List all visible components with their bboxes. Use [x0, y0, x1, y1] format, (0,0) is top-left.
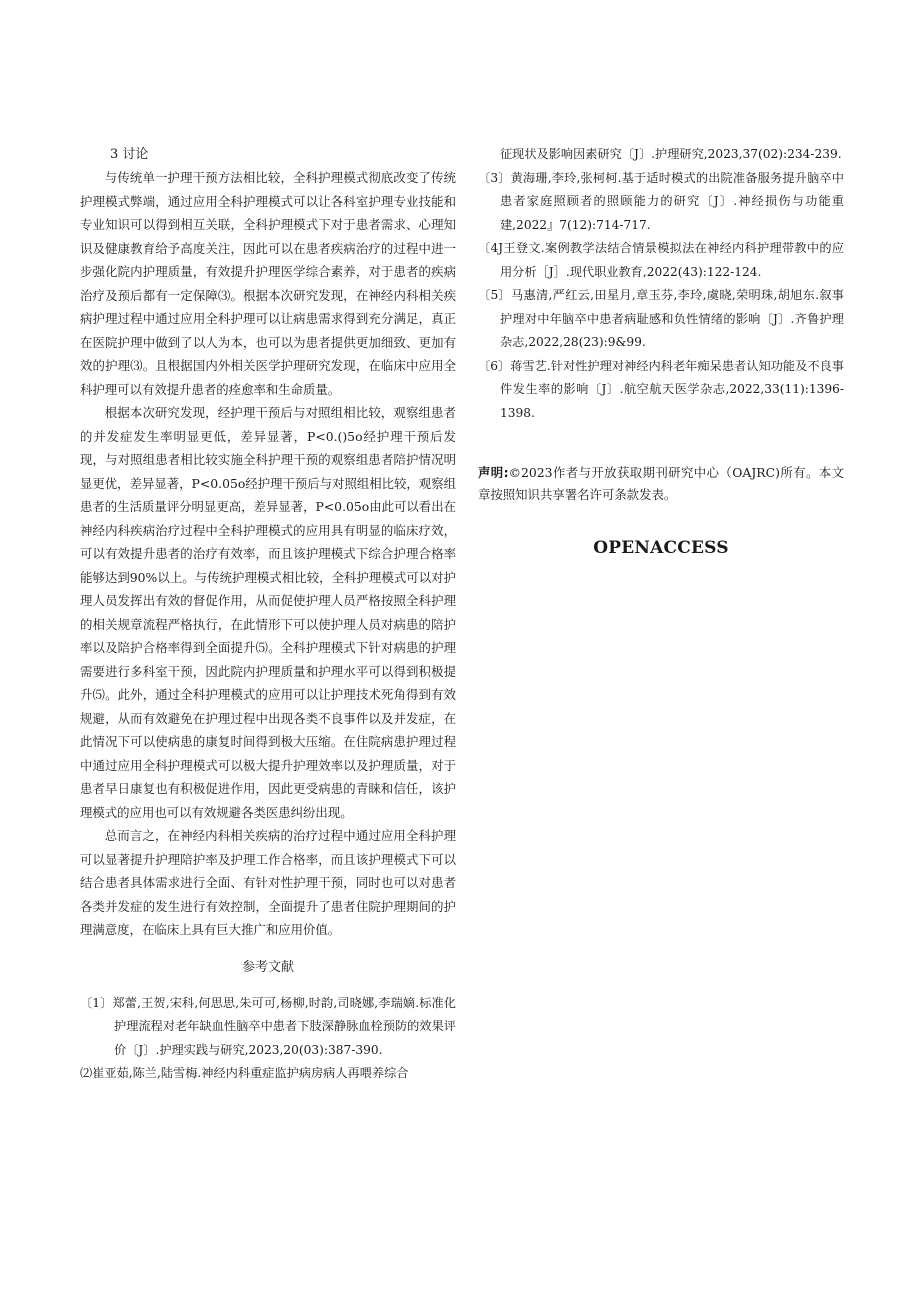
reference-5: 〔5〕马惠清,严红云,田星月,章玉芬,李玲,虞晓,荣明珠,胡旭东.叙事护理对中年脑卒中患者病耻感和负性情绪的影响〔J〕.齐鲁护理杂志,2022,28(23):9&99. [478, 288, 844, 349]
reference-1: 〔1〕郑蕾,王贺,宋科,何思思,朱可可,杨柳,时韵,司晓娜,李瑞嫡.标准化护理流程对老年缺血性脑卒中患者下肢深静脉血栓预防的效果评价〔J〕.护理实践与研究,2023,20(03):387-390. [80, 995, 456, 1057]
paragraph-2: 根据本次研究发现，经护理干预后与对照组相比较，观察组患者的并发症发生率明显更低，差异显著，P<0.()5o经护理干预后发现，与对照组患者相比较实施全科护理干预的观察组患者陪护情况明显更优，差异显著，P<0.05o经护理干预后与对照组相比较，观察组患者的生活质量评分明显更高，差异显著，P<0.05o由此可以看出在神经内科疾病治疗过程中全科护理模式的应用具有明显的临床疗效，可以有效提升患者的治疗有效率，而且该护理模式下综合护理合格率能够达到90%以上。与传统护理模式相比较，全科护理模式可以对护理人员发挥出有效的督促作用，从而促使护理人员严格按照全科护理的相关规章流程严格执行，在此情形下可以使护理人员对病患的陪护率以及陪护合格率得到全面提升⑸。全科护理模式下针对病患的护理需要进行多科室干预，因此院内护理质量和护理水平可以得到积极提升⑸。此外，通过全科护理模式的应用可以让护理技术死角得到有效规避，从而有效避免在护理过程中出现各类不良事件以及并发症，在此情况下可以使病患的康复时间得到极大压缩。在住院病患护理过程中通过应用全科护理模式可以极大提升护理效率以及护理质量，对于患者早日康复也有积极促进作用，因此更受病患的青睐和信任，该护理模式的应用也可以有效规避各类医患纠纷出现。 [80, 405, 456, 820]
open-access-label: OPENACCESS [593, 538, 729, 558]
statement-label: 声明: [478, 465, 509, 480]
paragraph-1: 与传统单一护理干预方法相比较，全科护理模式彻底改变了传统护理模式弊端，通过应用全科护理模式可以让各科室护理专业技能和专业知识可以得到相互关联，全科护理模式下对于患者需求、心理知识及健康教育给予高度关注，因此可以在患者疾病治疗的过程中进一步强化院内护理质量，有效提升护理医学综合素养，对于患者的疾病治疗及预后都有一定保障⑶。根据本次研究发现，在神经内科相关疾病护理过程中通过应用全科护理可以让病患需求得到充分满足，真正在医院护理中做到了以人为本，也可以为患者提供更加细致、更加有效的护理⑶。且根据国内外相关医学护理研究发现，在临床中应用全科护理可以有效提升患者的痊愈率和生命质量。 [80, 170, 456, 397]
references-title: 参考文献 [241, 959, 294, 975]
statement-text: ©2023作者与开放获取期刊研究中心（OAJRC)所有。本文章按照知识共享署名许可条款发表。 [478, 465, 844, 502]
copyright-statement [478, 462, 844, 506]
reference-4: 〔4J王登文.案例教学法结合情景模拟法在神经内科护理带教中的应用分析［J］.现代职业教育,2022(43):122-124. [478, 241, 844, 279]
reference-3: 〔3〕黄海珊,李玲,张柯柯.基于适时模式的出院准备服务提升脑卒中患者家庭照顾者的照顾能力的研究〔J〕.神经损伤与功能重建,2022』7(12):714-717. [478, 170, 844, 232]
reference-6: 〔6〕蒋雪艺.针对性护理对神经内科老年痴呆患者认知功能及不良事件发生率的影响〔J〕.航空航天医学杂志,2022,33(11):1396-1398. [478, 358, 844, 420]
reference-2: ⑵崔亚茹,陈兰,陆雪梅.神经内科重症监护病房病人再喂养综合 [80, 1066, 409, 1080]
right-column [478, 143, 844, 558]
paragraph-3: 总而言之，在神经内科相关疾病的治疗过程中通过应用全科护理可以显著提升护理陪护率及护理工作合格率，而且该护理模式下可以结合患者具体需求进行全面、有针对性护理干预，同时也可以对患者各类并发症的发生进行有效控制，全面提升了患者住院护理期间的护理满意度，在临床上具有巨大推广和应用价值。 [80, 828, 456, 937]
section-heading-discussion: 3 讨论 [110, 147, 149, 162]
left-column [80, 143, 456, 1086]
reference-2-continuation: 征现状及影响因素研究〔J〕.护理研究,2023,37(02):234-239. [500, 147, 842, 161]
